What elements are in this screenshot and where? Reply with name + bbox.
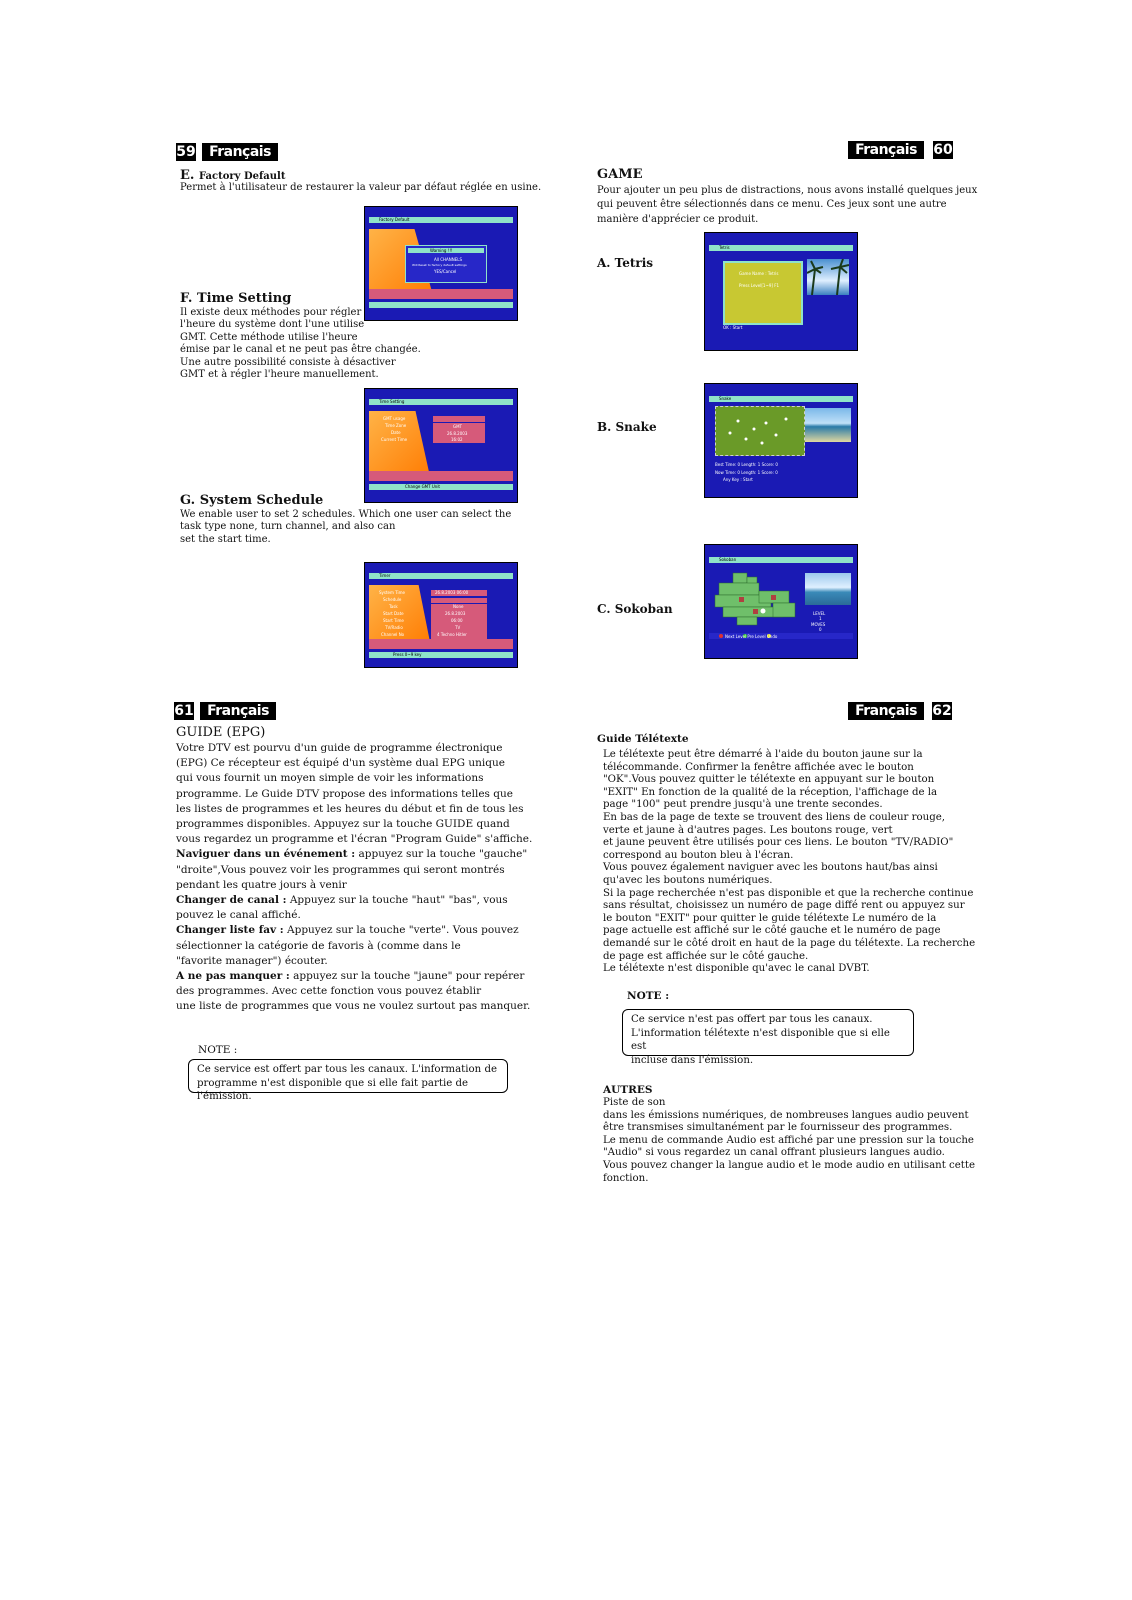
red-button-icon (719, 634, 723, 638)
epg-title: GUIDE (EPG) (176, 725, 266, 740)
timer-value-start-date: 26.8.2003 (445, 611, 466, 616)
sokoban-field (713, 571, 801, 631)
autres-text: Piste de son dans les émissions numériques, de nombreuses langues audio peuvent être transmises simultanément par le fournisseur des programmes. Le menu de commande Audio est affiché par une pression sur la touche "Audio" si vous regardez un canal offrant plusieurs langues audio. Vous pouvez changer la langue audio et le mode audio en utilisant cette fonction. (603, 1097, 976, 1184)
snake-field (715, 406, 805, 456)
sea-image (805, 573, 851, 605)
screen-title-bar (709, 396, 853, 402)
time-label-current: Current Time (381, 437, 408, 442)
tetris-field (723, 261, 803, 325)
screen-title: Snake (719, 396, 732, 401)
epg-miss-label: A ne pas manquer : (176, 970, 290, 983)
section-e-heading (180, 168, 285, 183)
snake-start-hint: Any Key : Start (723, 477, 753, 482)
screen-title-bar (709, 245, 853, 251)
warning-dialog (405, 245, 487, 283)
sokoban-level-value: 1 (819, 616, 822, 621)
value-box (431, 598, 487, 603)
beach-image (805, 408, 851, 442)
factory-default-screenshot (364, 206, 518, 321)
epg-nav-label: Naviguer dans un événement : (176, 848, 356, 861)
timer-label-schedule: Schedule (383, 597, 402, 602)
screen-title-bar (709, 557, 853, 563)
time-value-date: 26.8.2003 (447, 431, 468, 436)
section-e-letter: E. (180, 168, 195, 183)
timer-label-system-time: System Time (379, 590, 405, 595)
teletext-note-box: Ce service n'est pas offert par tous les canaux. L'information télétexte n'est disponible que si elle est incluse dans l'émission. (622, 1009, 914, 1056)
time-value-time: 16:02 (451, 437, 463, 442)
pink-bar (369, 471, 513, 481)
teletext-note-label: NOTE : (627, 990, 670, 1002)
epg-note-label: NOTE : (198, 1044, 238, 1056)
sokoban-screenshot (704, 544, 858, 659)
page-number-59: 59 (176, 144, 196, 160)
timer-label-channel: Channel No (381, 632, 405, 637)
snake-best-row: Best Time: 0 Length: 1 Score: 0 (715, 462, 778, 467)
epg-miss-text: appuyez sur la touche "jaune" pour repérer des programmes. Avec cette fonction vous pouvez établir une liste de programmes que vous ne voulez surtout pas manquer. (176, 970, 531, 1013)
timer-value-task: None (453, 604, 464, 609)
language-label-59: Français (202, 143, 278, 161)
tetris-press-level: Press Level[1~9] F1 (739, 283, 780, 288)
screen-title: Tetris (719, 245, 730, 250)
section-e-text: Permet à l'utilisateur de restaurer la valeur par défaut réglée en usine. (180, 182, 542, 193)
sokoban-moves-value: 0 (819, 627, 822, 632)
teletext-text: Le télétexte peut être démarré à l'aide du bouton jaune sur la télécommande. Confirmer la fenêtre affichée avec le bouton "OK".Vous pouvez quitter le télétexte en appuyant sur le bouton "EXIT" En fonction de la qualité de la réception, l'affichage de la page "100" peut prendre jusqu'à une trente secondes. En bas de la page de texte se trouvent des liens de couleur rouge, verte et jaune à d'autres pages. Les boutons rouge, vert et jaune peuvent être utilisés pour ces liens. Le bouton "TV/RADIO" correspond au bouton bleu à l'écran. Vous pouvez également naviguer avec les boutons haut/bas ainsi qu'avec les boutons numériques. Si la page recherchée n'est pas disponible et que la recherche continue sans résultat, choisissez un numéro de page diffé rent ou appuyez sur le bouton "EXIT" pour quitter le guide télétexte Le numéro de la page actuelle est affiché sur le côté gauche et le numéro de page demandé sur le côté droit en haut de la page du télétexte. La recherche de page est affichée sur le côté gauche. Le télétexte n'est disponible qu'avec le canal DVBT. (603, 749, 976, 975)
screen-title-bar (369, 399, 513, 405)
snake-screenshot (704, 383, 858, 498)
screen-title: Timer (379, 573, 391, 578)
section-f-title: F. Time Setting (180, 291, 292, 306)
time-label-zone: Time Zone (385, 423, 407, 428)
screen-title: Sokoban (719, 557, 737, 562)
time-label-gmt: GMT usage (383, 416, 406, 421)
warning-line-3: YES/Cancel (434, 269, 457, 274)
language-label-60: Français (848, 141, 924, 159)
game-a-title: A. Tetris (597, 256, 654, 270)
game-title: GAME (597, 167, 643, 182)
language-label-61: Français (200, 702, 276, 720)
page-number-62: 62 (932, 703, 952, 719)
timer-label-tv-radio: TV/Radio (385, 625, 403, 630)
warning-title: Warning !!! (430, 248, 453, 253)
game-text: Pour ajouter un peu plus de distractions, nous avons installé quelques jeux qui peuvent être sélectionnés dans ce menu. Ces jeux sont une autre manière d'apprécier ce produit. (597, 185, 978, 225)
section-f-text: Il existe deux méthodes pour régler l'heure du système dont l'une utilise GMT. Cette méthode utilise l'heure émise par le canal et ne peut pas être changée. Une autre possibilité consiste à désactiver GMT et à régler l'heure manuellement. (180, 307, 421, 381)
timer-value-tv-radio: TV (455, 625, 461, 630)
tetris-footer: OK : Start (723, 325, 743, 330)
time-setting-screenshot (364, 388, 518, 503)
tetris-game-name: Game Name : Tetris (739, 271, 779, 276)
epg-body (176, 741, 532, 1015)
time-value-zone: GMT (453, 424, 462, 429)
warning-line-1: All CHANNELS (434, 257, 463, 262)
sokoban-footer-text: Next Level Pre Level Undo (725, 634, 778, 639)
pink-bar (369, 639, 513, 649)
game-c-title: C. Sokoban (597, 602, 673, 616)
epg-note-box: Ce service est offert par tous les canaux. L'information de programme n'est disponible que si elle fait partie de l'émission. (188, 1059, 508, 1093)
palm-tree-image (807, 259, 849, 295)
time-label-date: Date (391, 430, 401, 435)
timer-label-start-date: Start Date (383, 611, 404, 616)
epg-fav-text: Appuyez sur la touche "verte". Vous pouvez sélectionner la catégorie de favoris à (comme dans le "favorite manager") écouter. (176, 924, 519, 967)
screen-footer-bar (369, 652, 513, 658)
teletext-title: Guide Télétexte (597, 733, 689, 745)
sokoban-moves-label: MOVES (811, 622, 826, 627)
epg-fav-label: Changer liste fav : (176, 924, 284, 937)
autres-title: AUTRES (603, 1084, 653, 1096)
section-e-title: Factory Default (198, 171, 286, 182)
tetris-screenshot (704, 232, 858, 351)
pink-bar (369, 289, 513, 299)
timer-value-system-time: 26.8.2003 06:00 (435, 590, 469, 595)
screen-title: Time Setting (379, 399, 405, 404)
timer-value-channel: 4 Techno Hitler (437, 632, 467, 637)
timer-screenshot (364, 562, 518, 668)
sokoban-level-label: LEVEL (813, 611, 826, 616)
epg-nav-text: appuyez sur la touche "gauche" "droite",Vous pouvez voir les programmes qui seront montrés pendant les quatre jours à venir (176, 848, 528, 891)
timer-value-start-time: 06:00 (451, 618, 463, 623)
value-box-gmt (433, 416, 485, 422)
snake-now-row: Now Time: 0 Length: 1 Score: 0 (715, 470, 778, 475)
section-g-title: G. System Schedule (180, 493, 324, 508)
screen-title-bar (369, 217, 513, 223)
timer-label-start-time: Start Time (383, 618, 404, 623)
screen-footer-text: Change GMT Unit (405, 484, 440, 489)
game-b-title: B. Snake (597, 420, 657, 434)
timer-label-task: Task (389, 604, 398, 609)
epg-intro: Votre DTV est pourvu d'un guide de programme électronique (EPG) Ce récepteur est équipé d'un système dual EPG unique qui vous fournit un moyen simple de voir les informations programme. Le Guide DTV propose des informations telles que les listes de programmes et les heures du début et fin de tous les programmes disponibles. Appuyez sur la touche GUIDE quand vous regardez un programme et l'écran "Program Guide" s'affiche. (176, 742, 533, 846)
screen-footer-bar (369, 484, 513, 490)
screen-title: Factory Default (379, 217, 410, 222)
screen-footer-text: Press 0~9 key (393, 652, 422, 657)
language-label-62: Français (848, 702, 924, 720)
warning-line-2: Will Reset to factory default settings (412, 263, 467, 267)
epg-canal-label: Changer de canal : (176, 894, 287, 907)
page-number-60: 60 (933, 142, 953, 158)
epg-canal-text: Appuyez sur la touche "haut" "bas", vous pouvez le canal affiché. (176, 894, 508, 922)
sokoban-footer-bar (709, 633, 853, 639)
page-number-61: 61 (174, 703, 194, 719)
screen-title-bar (369, 573, 513, 579)
section-g-text: We enable user to set 2 schedules. Which one user can select the task type none, turn channel, and also can set the start time. (180, 509, 512, 545)
